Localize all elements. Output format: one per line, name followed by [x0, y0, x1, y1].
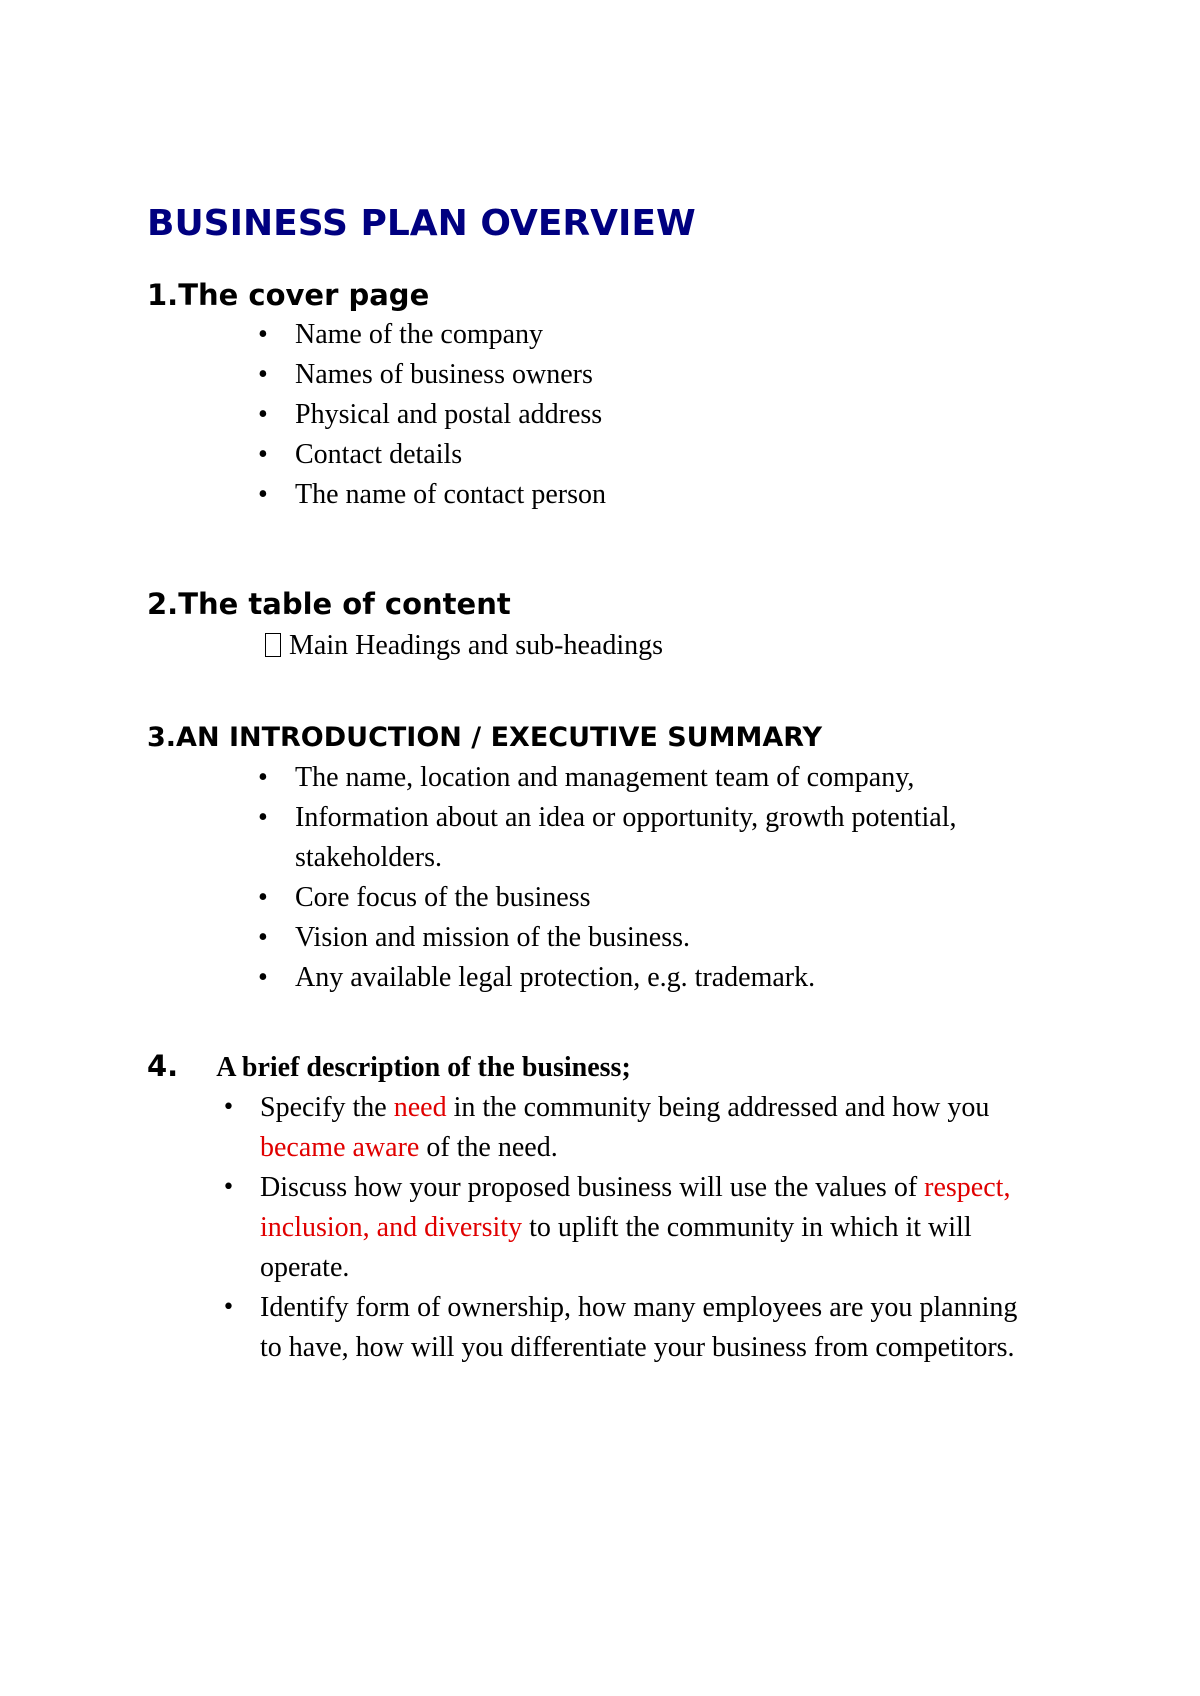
- highlight-text: became aware: [260, 1132, 420, 1163]
- bullet-list: [147, 758, 1035, 998]
- bullet-icon: •: [258, 439, 268, 470]
- section-number: 2.: [147, 587, 179, 621]
- list-item: • The name, location and management team of company,: [147, 758, 1035, 798]
- bullet-icon: •: [222, 1295, 235, 1320]
- checkbox-glyph-icon: [265, 633, 281, 657]
- section-heading: [147, 718, 1035, 758]
- bullet-icon: •: [222, 1095, 235, 1120]
- list-item: • Physical and postal address: [147, 395, 1035, 435]
- list-item: • Core focus of the business: [147, 878, 1035, 918]
- section-title: The table of content: [178, 587, 511, 621]
- section-cover-page: [147, 275, 1035, 515]
- section-title: The cover page: [178, 278, 430, 312]
- bullet-icon: •: [258, 802, 268, 833]
- bullet-icon: •: [258, 762, 268, 793]
- list-item: • Information about an idea or opportunity, growth potential, stakeholders.: [147, 798, 1035, 878]
- section-number: 4.: [147, 1049, 179, 1083]
- bullet-icon: •: [258, 922, 268, 953]
- section-title: AN INTRODUCTION / EXECUTIVE SUMMARY: [176, 722, 823, 753]
- list-item: • Name of the company: [147, 315, 1035, 355]
- bullet-icon: •: [258, 359, 268, 390]
- section-heading: [147, 1046, 1040, 1088]
- section-table-of-content: [147, 584, 663, 668]
- list-item: • Names of business owners: [147, 355, 1035, 395]
- list-item: • Contact details: [147, 435, 1035, 475]
- list-item: • The name of contact person: [147, 475, 1035, 515]
- section-number: 3.: [147, 722, 177, 753]
- list-item: • Vision and mission of the business.: [147, 918, 1035, 958]
- section-heading: [147, 584, 663, 624]
- bullet-icon: •: [258, 479, 268, 510]
- bullet-icon: •: [258, 399, 268, 430]
- bullet-icon: •: [222, 1175, 235, 1200]
- section-title: A brief description of the business;: [216, 1052, 631, 1083]
- bullet-icon: •: [258, 319, 268, 350]
- document-title: BUSINESS PLAN OVERVIEW: [147, 203, 696, 244]
- bullet-icon: •: [258, 962, 268, 993]
- list-item: • Discuss how your proposed business will use the values of respect, inclusion, and diversity to uplift the community in which it will operate.: [147, 1168, 1040, 1288]
- list-item: • Specify the need in the community being addressed and how you became aware of the need.: [147, 1088, 1040, 1168]
- list-item: Main Headings and sub-headings: [147, 624, 663, 668]
- bullet-list: [147, 1088, 1040, 1368]
- bullet-list: [147, 315, 1035, 515]
- bullet-icon: •: [258, 882, 268, 913]
- highlight-text: respect, inclusion, and diversity: [260, 1172, 1011, 1243]
- highlight-text: need: [393, 1092, 447, 1123]
- list-item: • Any available legal protection, e.g. trademark.: [147, 958, 1035, 998]
- section-heading: [147, 275, 1035, 315]
- section-number: 1.: [147, 278, 179, 312]
- list-item: • Identify form of ownership, how many employees are you planning to have, how will you differentiate your business from competitors.: [147, 1288, 1040, 1368]
- section-business-description: [147, 1046, 1040, 1368]
- section-executive-summary: [147, 718, 1035, 998]
